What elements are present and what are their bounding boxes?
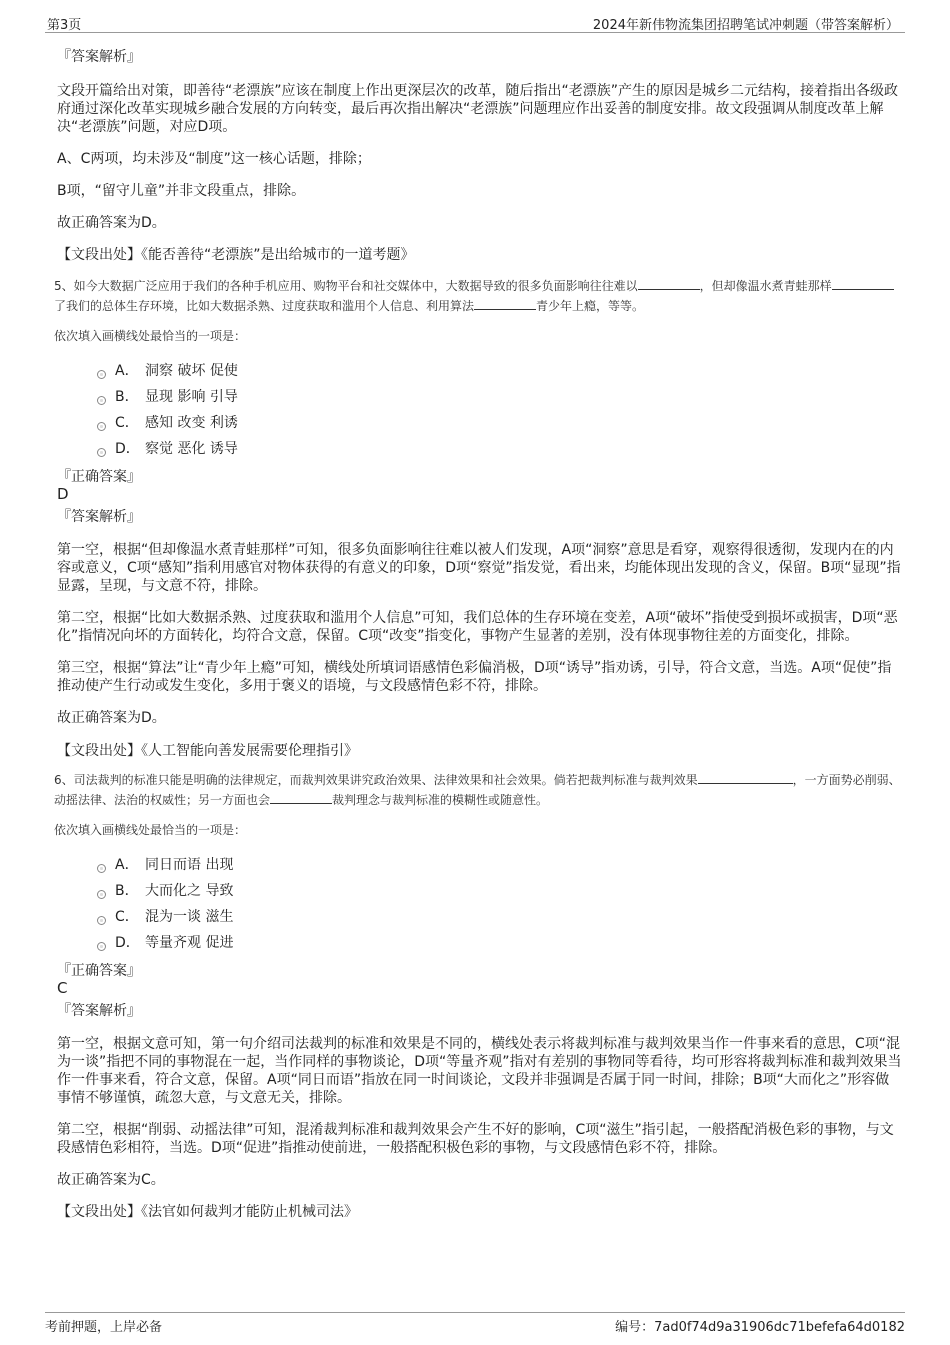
correct-answer-label: 『正确答案』 bbox=[57, 963, 141, 979]
radio-icon[interactable] bbox=[97, 864, 106, 873]
source-citation: 【文段出处】《人工智能向善发展需要伦理指引》 bbox=[57, 743, 358, 759]
option-d[interactable]: D． 等量齐观 促进 bbox=[97, 930, 902, 956]
question-instruction: 依次填入画横线处最恰当的一项是： bbox=[54, 823, 247, 837]
correct-answer-label: 『正确答案』 bbox=[57, 469, 141, 485]
page-footer bbox=[45, 1312, 905, 1335]
source-citation: 【文段出处】《法官如何裁判才能防止机械司法》 bbox=[57, 1204, 358, 1220]
fill-blank bbox=[474, 297, 536, 310]
radio-icon[interactable] bbox=[97, 422, 106, 431]
radio-icon[interactable] bbox=[97, 448, 106, 457]
footer-slogan: 考前押题，上岸必备 bbox=[45, 1320, 163, 1335]
option-b[interactable]: B． 显现 影响 引导 bbox=[97, 384, 902, 410]
radio-icon[interactable] bbox=[97, 942, 106, 951]
options-group bbox=[97, 852, 902, 956]
option-d[interactable]: D． 察觉 恶化 诱导 bbox=[97, 436, 902, 462]
fill-blank bbox=[270, 791, 332, 804]
correct-answer-value: D bbox=[57, 485, 69, 503]
analysis-paragraph: 第二空，根据“比如大数据杀熟、过度获取和滥用个人信息”可知，我们总体的生存环境在变差，A项“破坏”指使受到损坏或损害，D项“恶化”指情况向坏的方面转化，均符合文意，保留。C项“改变”指变化，事物产生显著的差别，没有体现事物往差的方面变化，排除。 bbox=[57, 610, 898, 644]
analysis-paragraph: B项，“留守儿童”并非文段重点，排除。 bbox=[57, 183, 306, 199]
analysis-paragraph: 第一空，根据文意可知，第一句介绍司法裁判的标准和效果是不同的，横线处表示将裁判标准与裁判效果当作一件事来看的意思，C项“混为一谈”指把不同的事物混在一起，当作同样的事物谈论，D项“等量齐观”指对有差别的事物同等看待，均可形容将裁判标准和裁判效果当作一件事来看，符合文意，保留。A项“同日而语”指放在同一时间谈论，文段并非强调是否属于同一时间，排除；B项“大而化之”形容做事情不够谨慎，疏忽大意，与文意无关，排除。 bbox=[57, 1036, 902, 1106]
document-title: 2024年新伟物流集团招聘笔试冲刺题（带答案解析） bbox=[592, 18, 899, 33]
document-code: 编号：7ad0f74d9a31906dc71befefa64d0182 bbox=[615, 1320, 905, 1335]
analysis-label: 『答案解析』 bbox=[57, 49, 141, 65]
analysis-paragraph: 文段开篇给出对策，即善待“老漂族”应该在制度上作出更深层次的改革，随后指出“老漂族”产生的原因是城乡二元结构，接着指出各级政府通过深化改革实现城乡融合发展的方向转变，最后再次指出解决“老漂族”问题理应作出妥善的制度安排。故文段强调从制度改革上解决“老漂族”问题，对应D项。 bbox=[57, 83, 899, 135]
analysis-paragraph: 第二空，根据“削弱、动摇法律”可知，混淆裁判标准和裁判效果会产生不好的影响，C项“滋生”指引起，一般搭配消极色彩的事物，与文段感情色彩相符，当选。D项“促进”指推动使前进，一般搭配积极色彩的事物，与文段感情色彩不符，排除。 bbox=[57, 1122, 894, 1156]
question-5-text: 5、如今大数据广泛应用于我们的各种手机应用、购物平台和社交媒体中，大数据导致的很多负面影响往往难以 ，但却像温水煮青蛙那样了我们的总体生存环境，比如大数据杀熟、过度获取和滥用个人信息、利用算法 青少年上瘾，等等。 bbox=[54, 276, 902, 316]
analysis-conclusion: 故正确答案为D。 bbox=[57, 710, 166, 726]
analysis-conclusion: 故正确答案为C。 bbox=[57, 1172, 165, 1188]
analysis-paragraph: A、C两项，均未涉及“制度”这一核心话题，排除； bbox=[57, 151, 371, 167]
radio-icon[interactable] bbox=[97, 396, 106, 405]
question-instruction: 依次填入画横线处最恰当的一项是： bbox=[54, 329, 247, 343]
analysis-conclusion: 故正确答案为D。 bbox=[57, 215, 166, 231]
option-c[interactable]: C． 感知 改变 利诱 bbox=[97, 410, 902, 436]
options-group bbox=[97, 358, 902, 462]
option-b[interactable]: B． 大而化之 导致 bbox=[97, 878, 902, 904]
analysis-label: 『答案解析』 bbox=[57, 509, 141, 525]
radio-icon[interactable] bbox=[97, 916, 106, 925]
radio-icon[interactable] bbox=[97, 890, 106, 899]
source-citation: 【文段出处】《能否善待“老漂族”是出给城市的一道考题》 bbox=[57, 247, 415, 263]
page-header bbox=[45, 12, 905, 33]
fill-blank bbox=[832, 277, 894, 290]
option-a[interactable]: A． 同日而语 出现 bbox=[97, 852, 902, 878]
question-6-text: 6、司法裁判的标准只能是明确的法律规定，而裁判效果讲究政治效果、法律效果和社会效果。倘若把裁判标准与裁判效果 ，一方面势必削弱、动摇法律、法治的权威性；另一方面也会 裁判理念与裁判标准的模糊性或随意性。 bbox=[54, 773, 901, 807]
analysis-paragraph: 第一空，根据“但却像温水煮青蛙那样”可知，很多负面影响往往难以被人们发现，A项“洞察”意思是看穿，观察得很透彻，发现内在的内容或意义，C项“感知”指利用感官对物体获得的有意义的印象，D项“察觉”指发觉，看出来，均能体现出发现的含义，保留。B项“显现”指显露，呈现，与文意不符，排除。 bbox=[57, 542, 901, 594]
correct-answer-value: C bbox=[57, 979, 68, 997]
option-a[interactable]: A． 洞察 破坏 促使 bbox=[97, 358, 902, 384]
option-c[interactable]: C． 混为一谈 滋生 bbox=[97, 904, 902, 930]
document-body bbox=[54, 44, 902, 1221]
page-number: 第3页 bbox=[47, 18, 82, 33]
analysis-paragraph: 第三空，根据“算法”让“青少年上瘾”可知，横线处所填词语感情色彩偏消极，D项“诱导”指劝诱，引导，符合文意，当选。A项“促使”指推动使产生行动或发生变化，多用于褒义的语境，与文段感情色彩不符，排除。 bbox=[57, 660, 892, 694]
fill-blank bbox=[698, 771, 793, 784]
radio-icon[interactable] bbox=[97, 370, 106, 379]
fill-blank bbox=[638, 277, 700, 290]
analysis-label: 『答案解析』 bbox=[57, 1003, 141, 1019]
